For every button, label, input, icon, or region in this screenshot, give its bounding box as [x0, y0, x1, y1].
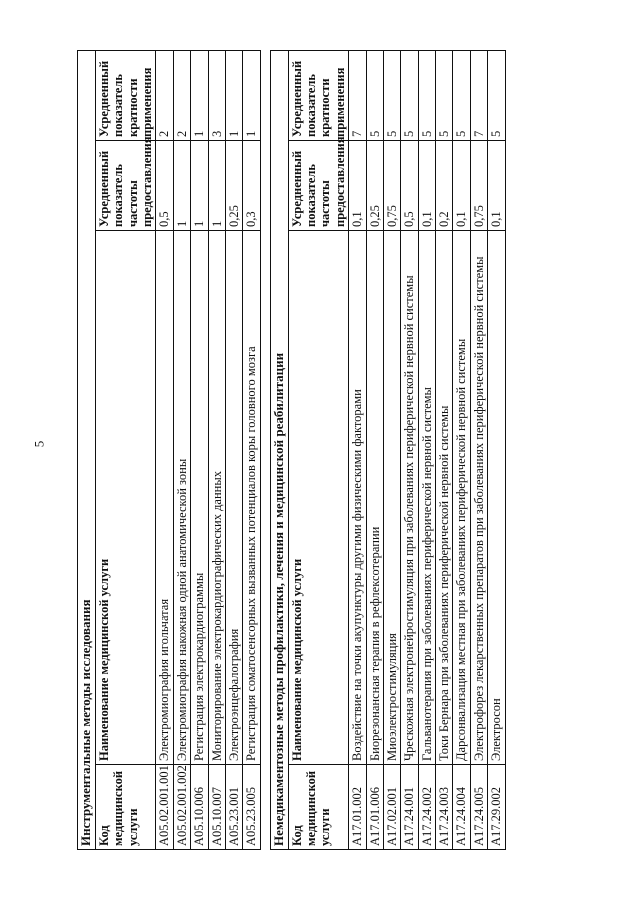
- service-code: A17.24.004: [453, 765, 470, 850]
- service-name: Регистрация электрокардиограммы: [191, 231, 208, 765]
- multiplicity-value: 1: [191, 51, 208, 141]
- multiplicity-value: 2: [156, 51, 173, 141]
- service-code: A17.01.006: [366, 765, 383, 850]
- service-code: A05.23.005: [243, 765, 260, 850]
- table-row: [488, 51, 505, 850]
- table-row: [243, 51, 260, 850]
- table-row: [225, 51, 242, 850]
- table-row: [208, 51, 225, 850]
- service-code: A17.24.005: [470, 765, 487, 850]
- frequency-value: 0,75: [470, 141, 487, 231]
- service-name: Воздействие на точки акупунктуры другими физическими факторами: [349, 231, 366, 765]
- multiplicity-value: 1: [225, 51, 242, 141]
- service-code: A17.24.002: [418, 765, 435, 850]
- table-row: [383, 51, 400, 850]
- frequency-value: 1: [173, 141, 190, 231]
- service-name: Миоэлектростимуляция: [383, 231, 400, 765]
- service-name: Электромиография накожная одной анатомической зоны: [173, 231, 190, 765]
- service-code: A05.10.006: [191, 765, 208, 850]
- service-name: Токи Бернара при заболеваниях периферической нервной системы: [436, 231, 453, 765]
- service-name: Биорезонансная терапия в рефлексотерапии: [366, 231, 383, 765]
- service-name: Мониторирование электрокардиографических данных: [208, 231, 225, 765]
- service-code: A05.02.001.001: [156, 765, 173, 850]
- service-code: A17.24.001: [401, 765, 418, 850]
- frequency-value: 0,1: [488, 141, 505, 231]
- frequency-value: 0,75: [383, 141, 400, 231]
- service-name: Электросон: [488, 231, 505, 765]
- table-row: [349, 51, 366, 850]
- frequency-value: 0,3: [243, 141, 260, 231]
- service-code: A17.29.002: [488, 765, 505, 850]
- table-row: [366, 51, 383, 850]
- multiplicity-value: 5: [383, 51, 400, 141]
- service-name: Дарсонвализация местная при заболеваниях периферической нервной системы: [453, 231, 470, 765]
- section-title: Инструментальные методы исследования: [78, 51, 96, 850]
- services-table: [77, 50, 506, 850]
- service-code: A05.02.001.002: [173, 765, 190, 850]
- frequency-value: 0,5: [156, 141, 173, 231]
- column-header: Усредненный показатель частоты предоставления: [288, 141, 349, 231]
- section-title-row: [270, 51, 288, 850]
- page-number: 5: [31, 440, 47, 448]
- table-row: [436, 51, 453, 850]
- table-row: [191, 51, 208, 850]
- multiplicity-value: 2: [173, 51, 190, 141]
- multiplicity-value: 3: [208, 51, 225, 141]
- frequency-value: 0,25: [225, 141, 242, 231]
- service-code: A05.23.001: [225, 765, 242, 850]
- multiplicity-value: 5: [401, 51, 418, 141]
- section-title-row: [78, 51, 96, 850]
- column-header: Код медицинской услуги: [288, 765, 349, 850]
- service-code: A05.10.007: [208, 765, 225, 850]
- service-name: Электромиография игольчатая: [156, 231, 173, 765]
- multiplicity-value: 1: [243, 51, 260, 141]
- service-name: Чрескожная электронейростимуляция при заболеваниях периферической нервной системы: [401, 231, 418, 765]
- frequency-value: 0,1: [349, 141, 366, 231]
- column-header: Наименование медицинской услуги: [95, 231, 156, 765]
- rotated-document: [77, 50, 637, 850]
- multiplicity-value: 5: [436, 51, 453, 141]
- frequency-value: 0,5: [401, 141, 418, 231]
- service-code: A17.24.003: [436, 765, 453, 850]
- multiplicity-value: 5: [366, 51, 383, 141]
- section-gap: [260, 51, 270, 850]
- multiplicity-value: 7: [470, 51, 487, 141]
- table-row: [173, 51, 190, 850]
- service-name: Регистрация соматосенсорных вызванных потенциалов коры головного мозга: [243, 231, 260, 765]
- service-name: Гальванотерапия при заболеваниях периферической нервной системы: [418, 231, 435, 765]
- column-header: Усредненный показатель кратности применения: [95, 51, 156, 141]
- multiplicity-value: 5: [488, 51, 505, 141]
- column-header: Наименование медицинской услуги: [288, 231, 349, 765]
- frequency-value: 1: [208, 141, 225, 231]
- frequency-value: 0,25: [366, 141, 383, 231]
- table-row: [156, 51, 173, 850]
- header-row: [288, 51, 349, 850]
- column-header: Код медицинской услуги: [95, 765, 156, 850]
- service-code: A17.02.001: [383, 765, 400, 850]
- frequency-value: 1: [191, 141, 208, 231]
- table-row: [453, 51, 470, 850]
- multiplicity-value: 5: [453, 51, 470, 141]
- section-title: Немедикаментозные методы профилактики, лечения и медицинской реабилитации: [270, 51, 288, 850]
- service-code: A17.01.002: [349, 765, 366, 850]
- frequency-value: 0,2: [436, 141, 453, 231]
- service-name: Электрофорез лекарственных препаратов при заболеваниях периферической нервной системы: [470, 231, 487, 765]
- multiplicity-value: 5: [418, 51, 435, 141]
- column-header: Усредненный показатель кратности применения: [288, 51, 349, 141]
- table-row: [418, 51, 435, 850]
- table-row: [470, 51, 487, 850]
- service-name: Электроэнцефалография: [225, 231, 242, 765]
- header-row: [95, 51, 156, 850]
- frequency-value: 0,1: [418, 141, 435, 231]
- frequency-value: 0,1: [453, 141, 470, 231]
- table-row: [401, 51, 418, 850]
- multiplicity-value: 7: [349, 51, 366, 141]
- column-header: Усредненный показатель частоты предоставления: [95, 141, 156, 231]
